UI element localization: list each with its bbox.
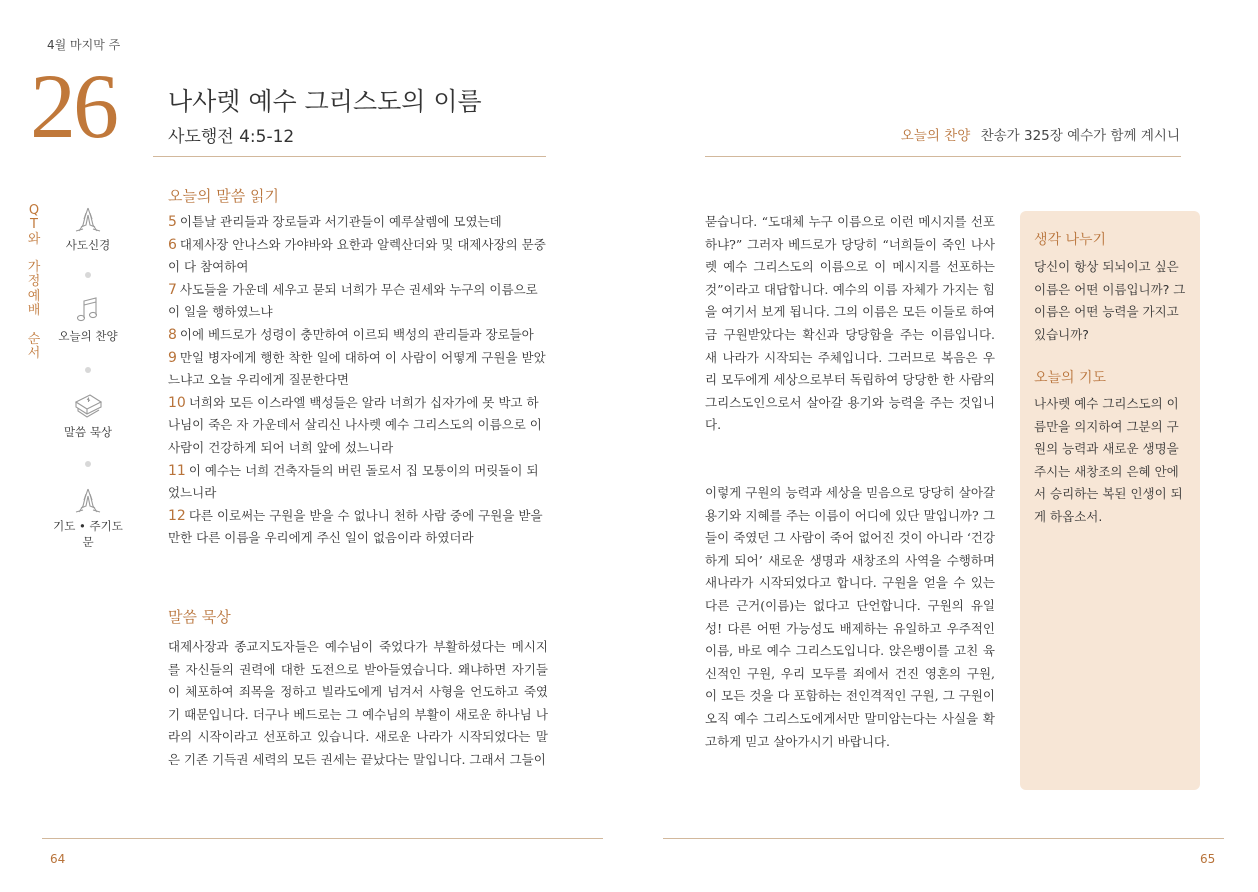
verse-number: 10 — [168, 394, 186, 411]
day-number: 26 — [30, 55, 116, 157]
music-note-icon — [75, 296, 101, 324]
verse-item — [168, 234, 548, 279]
verse-text: 이 예수는 너희 건축자들의 버린 돌로서 집 모퉁이의 머릿돌이 되었느니라 — [168, 462, 539, 501]
sidebar-item-prayer — [48, 486, 128, 550]
verse-text: 이에 베드로가 성령이 충만하여 이르되 백성의 관리들과 장로들아 — [179, 326, 534, 342]
praise-label: 오늘의 찬양 — [900, 128, 971, 144]
verse-number: 11 — [168, 462, 186, 479]
meditation-text-right-2: 이렇게 구원의 능력과 세상을 믿음으로 당당히 살아갈 용기와 지혜를 주는 이름이 어디에 있단 말입니까? 그들이 죽였던 그 사람이 죽어 없어진 것이 아니라 ‘건강하게 되어’ 새로운 생명과 새창조의 사역을 수행하며 새나라가 시작되었다고 합니다. 구원을 얻을 수 있는 다른 근거(이름)는 없다고 단언합니다. 구원의 유일성! 다른 어떤 가능성도 배제하는 유일하고 우주적인 이름, 바로 예수 그리스도입니다. 앉은뱅이를 고친 육신적인 구원, 우리 모두를 죄에서 건진 영혼의 구원, 이 모든 것을 다 포함하는 전인격적인 구원, 그 구원이 오직 예수 그리스도에게서만 말미암는다는 사실을 확고하게 믿고 살아가시기 바랍니다. — [705, 485, 995, 749]
verse-text: 만일 병자에게 행한 착한 일에 대하여 이 사람이 어떻게 구원을 받았느냐고 오늘 우리에게 질문한다면 — [168, 349, 546, 388]
praying-hands-icon — [73, 205, 103, 233]
verse-item — [168, 460, 548, 505]
verse-number: 6 — [168, 236, 177, 253]
verse-text: 다른 이로써는 구원을 받을 수 없나니 천하 사람 중에 구원을 받을 만한 다른 이름을 우리에게 주신 일이 없음이라 하였더라 — [168, 507, 543, 546]
praise-song: 찬송가 325장 예수가 함께 계시니 — [980, 128, 1180, 144]
verse-list — [168, 211, 548, 550]
sidebar-dot — [85, 367, 91, 373]
sidebar-item-label: 오늘의 찬양 — [58, 329, 118, 343]
sidebar-item-label: 기도 • 주기도문 — [53, 519, 123, 549]
share-prayer-box — [1020, 211, 1200, 790]
prayer-heading: 오늘의 기도 — [1034, 370, 1107, 386]
page-number-right: 65 — [1200, 852, 1216, 866]
verse-number: 5 — [168, 214, 177, 230]
verse-item — [168, 211, 548, 234]
bible-icon — [72, 392, 104, 420]
verse-text: 사도들을 가운데 세우고 묻되 너희가 무슨 권세와 누구의 이름으로 이 일을 행하였느냐 — [168, 281, 538, 320]
verse-number: 8 — [168, 326, 177, 343]
meditation-text-right-1: 묻습니다. “도대체 누구 이름으로 이런 메시지를 선포하냐?” 그러자 베드로가 당당히 “너희들이 죽인 나사렛 예수 그리스도의 이름으로 이 메시지를 선포하는 것”이라고 대답합니다. 예수의 이름 자체가 가지는 힘을 여기서 보게 됩니다. 그의 이름은 모든 이들로 하여금 구원받았다는 확신과 당당함을 주는 이름입니다. 새 나라가 시작되는 주체입니다. 그러므로 복음은 우리 모두에게 세상으로부터 독립하여 당당한 한 사람의 그리스도인으로서 살아갈 용기와 능력을 주는 것입니다. — [705, 214, 995, 433]
meditation-text-left: 대제사장과 종교지도자들은 예수님이 죽었다가 부활하셨다는 메시지를 자신들의 권력에 대한 도전으로 받아들였습니다. 왜냐하면 자기들이 체포하여 죄목을 정하고 빌라도에게 넘겨서 사형을 언도하고 죽였기 때문입니다. 더구나 베드로는 그 예수님의 부활이 새로운 하나님 나라의 시작이라고 선포하고 있습니다. 새로운 나라가 시작되었다는 말은 기존 기득권 세력의 모든 권세는 끝났다는 말입니다. 그래서 그들이 — [168, 639, 548, 767]
verse-text: 이튿날 관리들과 장로들과 서기관들이 예루살렘에 모였는데 — [179, 214, 502, 229]
sidebar-item-label: 사도신경 — [65, 238, 111, 252]
verse-number: 9 — [168, 349, 177, 366]
week-label: 4월 마지막 주 — [47, 38, 121, 52]
title-divider-right — [705, 156, 1181, 157]
footer-divider-left — [42, 838, 603, 839]
title-divider-left — [153, 156, 546, 157]
sidebar-item-creed — [48, 205, 128, 253]
verse-number: 12 — [168, 507, 186, 524]
sidebar-dot — [85, 272, 91, 278]
verse-item — [168, 392, 548, 460]
share-heading: 생각 나누기 — [1034, 232, 1107, 248]
page-number-left: 64 — [50, 852, 66, 866]
sidebar-item-praise — [48, 296, 128, 344]
sidebar-dot — [85, 461, 91, 467]
verse-text: 대제사장 안나스와 가야바와 요한과 알렉산더와 및 대제사장의 문중이 다 참여하여 — [168, 236, 546, 275]
verse-item — [168, 505, 548, 550]
reading-heading: 오늘의 말씀 읽기 — [168, 187, 279, 205]
verse-text: 너희와 모든 이스라엘 백성들은 알라 너희가 십자가에 못 박고 하나님이 죽은 자 가운데서 살리신 나사렛 예수 그리스도의 이름으로 이 사람이 건강하게 되어 너희 앞에 섰느니라 — [168, 394, 542, 455]
verse-number: 7 — [168, 281, 177, 298]
scripture-reference: 사도행전 4:5-12 — [168, 127, 295, 147]
meditation-heading: 말씀 묵상 — [168, 608, 231, 626]
verse-item — [168, 347, 548, 392]
prayer-text: 나사렛 예수 그리스도의 이름만을 의지하여 그분의 구원의 능력과 새로운 생명을 주시는 새창조의 은혜 안에서 승리하는 복된 인생이 되게 하옵소서. — [1034, 396, 1183, 524]
share-text: 당신이 항상 되뇌이고 싶은 이름은 어떤 이름입니까? 그 이름은 어떤 능력을 가지고 있습니까? — [1034, 259, 1186, 342]
page-title: 나사렛 예수 그리스도의 이름 — [168, 87, 482, 116]
praying-hands-icon — [73, 486, 103, 514]
sidebar-item-label: 말씀 묵상 — [63, 425, 113, 439]
footer-divider-right — [663, 838, 1224, 839]
praise-line — [901, 124, 1180, 144]
verse-item — [168, 324, 548, 347]
verse-item — [168, 279, 548, 324]
sidebar-item-meditation — [48, 392, 128, 440]
sidebar-vertical-label: Q T 와 가 정 예 배 순 서 — [27, 203, 41, 361]
